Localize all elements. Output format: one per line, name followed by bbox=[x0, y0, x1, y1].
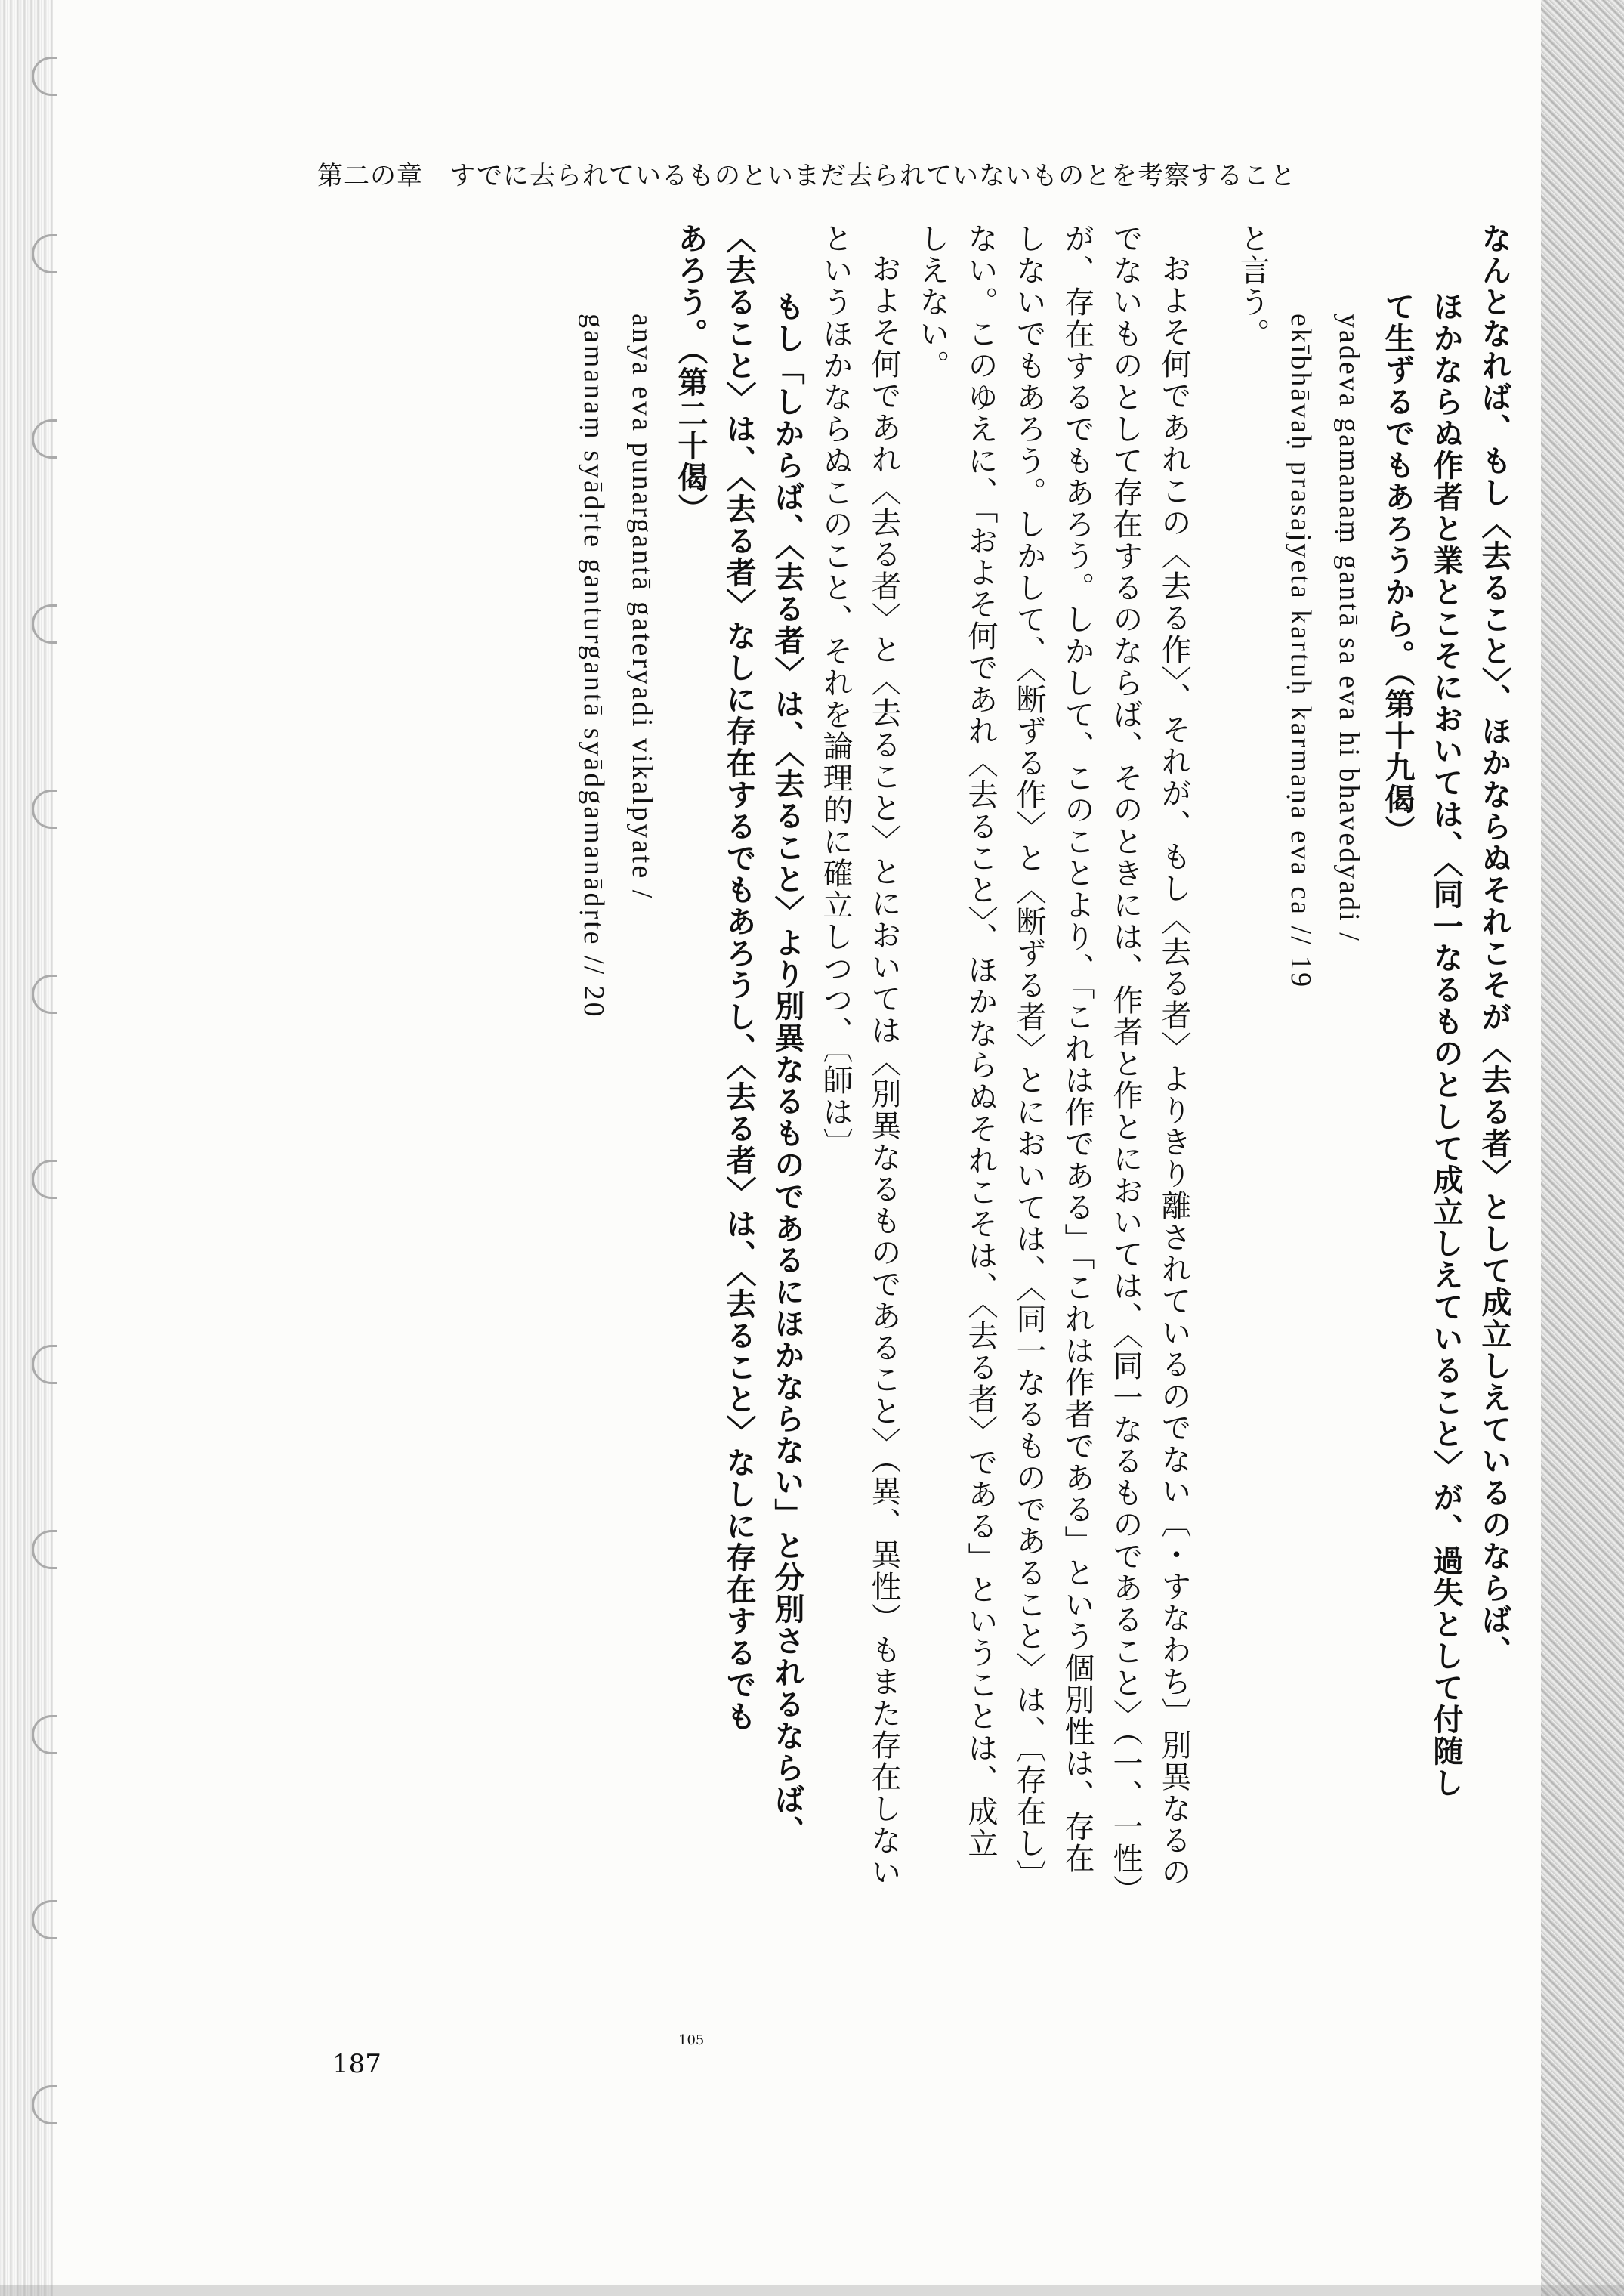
sanskrit-line: ekībhāvaḥ prasajyeta kartuḥ karmaṇa eva ca // 19 bbox=[1285, 314, 1317, 990]
scan-shadow-edge bbox=[1541, 0, 1624, 2296]
text-line: しないでもあろう。しかして、〈断ずる作〉と〈断ずる者〉とにおいては、〈同一なるものであること〉は、〔存在し〕 bbox=[1011, 223, 1046, 1891]
page-number: 187 bbox=[332, 2049, 381, 2079]
scan-bottom-edge bbox=[0, 2285, 1624, 2296]
text-line: ない。このゆえに、「およそ何であれ〈去ること〉、ほかならぬそれこそは、〈去る者〉である」ということは、成立 bbox=[963, 223, 998, 1859]
verse-line: て生ずるでもあろうから。（第十九偈） bbox=[1380, 291, 1416, 847]
running-head: 第二の章 すでに去られているものといまだ去られていないものとを考察すること bbox=[317, 161, 1297, 191]
text-line: が、存在するでもあろう。しかして、このことより、「これは作である」「これは作者である」という個別性は、存在 bbox=[1060, 223, 1095, 1874]
text-line: と言う。 bbox=[1235, 223, 1270, 350]
text-line: というほかならぬこのこと、それを論理的に確立しつつ、〔師は〕 bbox=[818, 223, 853, 1160]
sanskrit-line: yadeva gamanaṃ gantā sa eva hi bhavedyadi / bbox=[1333, 314, 1365, 943]
verse-line: ほかならぬ作者と業とこそにおいては、〈同一なるものとして成立しえていること〉が、過失として付随し bbox=[1428, 291, 1464, 1799]
margin-number: 105 bbox=[678, 2032, 705, 2048]
text-line: およそ何であれ〈去る者〉と〈去ること〉とにおいては〈別異なるものであること〉（異、異性）もまた存在しない bbox=[866, 253, 901, 1888]
text-line: しえない。 bbox=[915, 223, 949, 382]
verse-line: 〈去ること〉は、〈去る者〉なしに存在するでもあろうし、〈去る者〉は、〈去ること〉なしに存在するでも bbox=[721, 223, 757, 1732]
verse-line: あろう。（第二十偈） bbox=[673, 223, 709, 525]
text-line: およそ何であれこの〈去る作〉、それが、もし〈去る者〉よりきり離されているのでない〔・すなわち〕別異なるの bbox=[1156, 253, 1191, 1888]
sanskrit-line: anya eva punargantā gateryadi vikalpyate / bbox=[626, 314, 658, 901]
text-line: でないものとして存在するのならば、そのときには、作者と作とにおいては、〈同一なるものであること〉（一、一性） bbox=[1108, 223, 1143, 1906]
verse-line: なんとなれば、もし〈去ること〉、ほかならぬそれこそが〈去る者〉として成立しえているのならば、 bbox=[1477, 223, 1512, 1667]
vertical-text-body bbox=[159, 223, 1518, 2051]
sanskrit-line: gamanaṃ syādṛte ganturgantā syādgamanādṛte // 20 bbox=[578, 314, 610, 1019]
verse-line: もし「しからば、〈去る者〉は、〈去ること〉より別異なるものであるにほかならない」と分別されるならば、 bbox=[770, 291, 805, 1847]
binding-edge bbox=[0, 0, 53, 2296]
